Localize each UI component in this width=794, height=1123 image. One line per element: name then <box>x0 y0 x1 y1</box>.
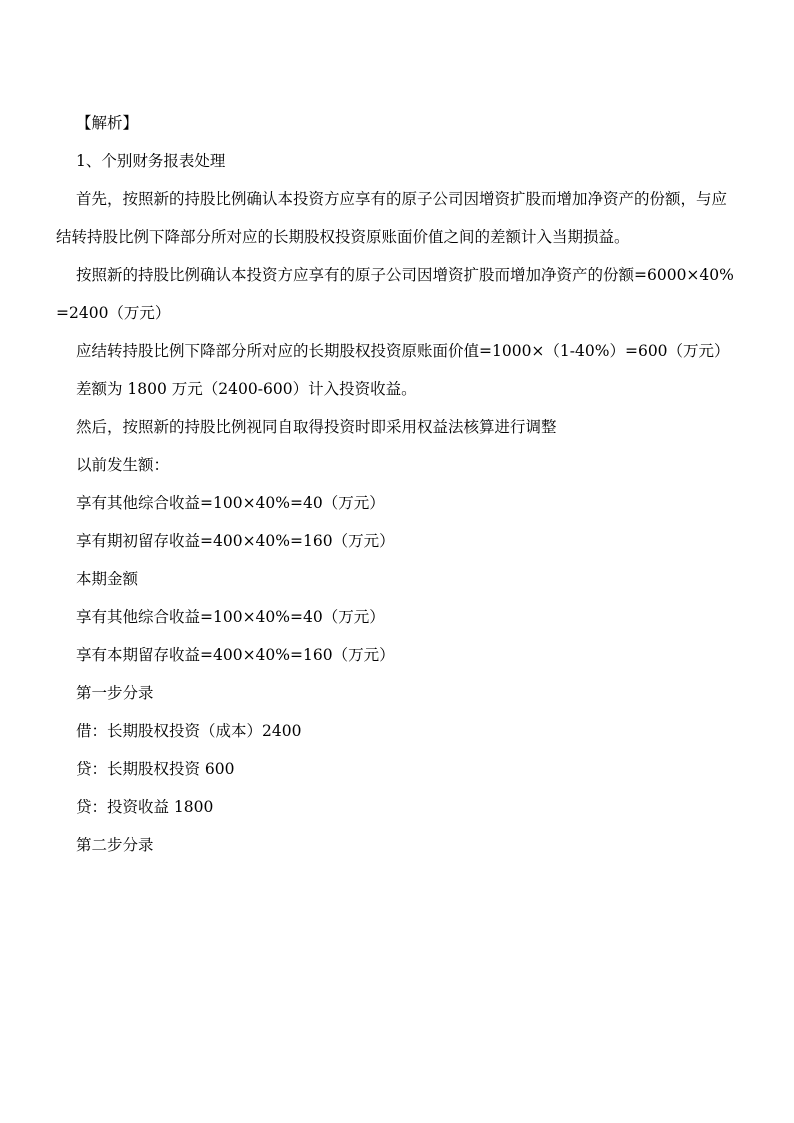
paragraph-book-value-transfer: 应结转持股比例下降部分所对应的长期股权投资原账面价值=1000×（1-40%）=600（万元） <box>76 342 730 360</box>
document-body <box>56 104 740 864</box>
entry-credit-investment: 贷：长期股权投资 600 <box>76 760 235 778</box>
line-current-oci: 享有其他综合收益=100×40%=40（万元） <box>76 608 385 626</box>
entry-debit-investment-cost: 借：长期股权投资（成本）2400 <box>76 722 302 740</box>
paragraph-net-asset-share: 按照新的持股比例确认本投资方应享有的原子公司因增资扩股而增加净资产的份额=6000×40%=2400（万元） <box>56 266 734 322</box>
label-prior-amounts: 以前发生额： <box>76 456 170 474</box>
entry-credit-investment-income: 贷：投资收益 1800 <box>76 798 214 816</box>
subheading-individual-statements: 1、个别财务报表处理 <box>76 152 226 170</box>
paragraph-equity-method-adjustment: 然后，按照新的持股比例视同自取得投资时即采用权益法核算进行调整 <box>76 418 557 436</box>
section-heading-analysis: 【解析】 <box>76 114 139 132</box>
line-current-retained-earnings: 享有本期留存收益=400×40%=160（万元） <box>76 646 395 664</box>
line-prior-retained-earnings: 享有期初留存收益=400×40%=160（万元） <box>76 532 395 550</box>
label-second-journal-entry: 第二步分录 <box>76 836 154 854</box>
paragraph-difference: 差额为 1800 万元（2400-600）计入投资收益。 <box>76 380 417 398</box>
label-first-journal-entry: 第一步分录 <box>76 684 154 702</box>
line-prior-oci: 享有其他综合收益=100×40%=40（万元） <box>76 494 385 512</box>
label-current-period: 本期金额 <box>76 570 139 588</box>
paragraph-first-step-explanation: 首先，按照新的持股比例确认本投资方应享有的原子公司因增资扩股而增加净资产的份额，与应结转持股比例下降部分所对应的长期股权投资原账面价值之间的差额计入当期损益。 <box>56 190 728 246</box>
